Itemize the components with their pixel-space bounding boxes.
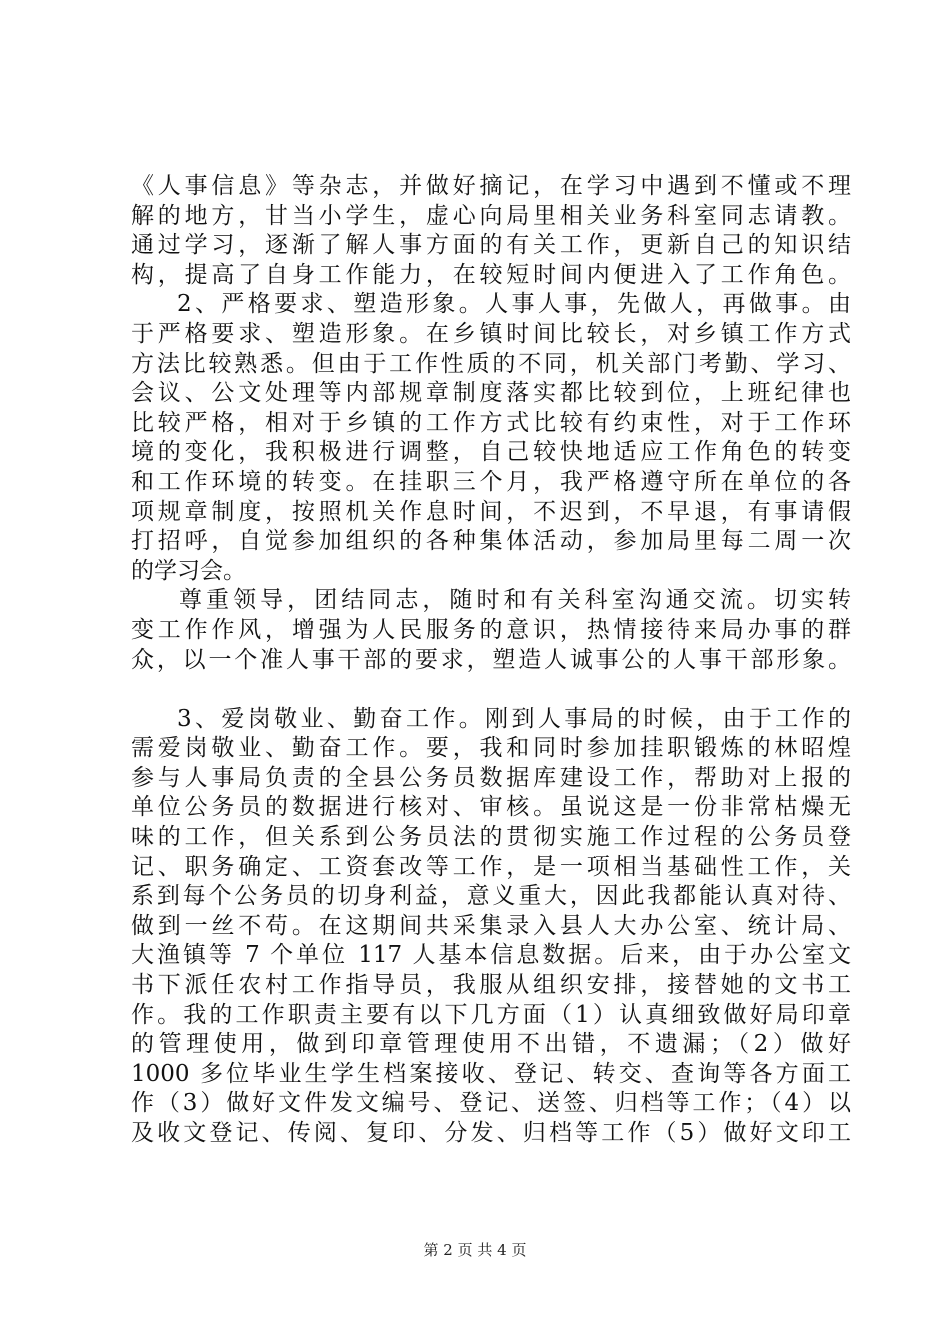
text-line: 2、严格要求、塑造形象。人事人事，先做人，再做事。由 [177, 291, 851, 318]
text-line: 味的工作，但关系到公务员法的贯彻实施工作过程的公务员登 [131, 824, 851, 851]
text-line: 大渔镇等 7 个单位 117 人基本信息数据。后来，由于办公室文 [131, 942, 851, 969]
text-line: 会议、公文处理等内部规章制度落实都比较到位，上班纪律也 [131, 380, 851, 407]
paragraph-1 [131, 172, 851, 290]
text-line: 单位公务员的数据进行核对、审核。虽说这是一份非常枯燥无 [131, 794, 851, 821]
text-line: 打招呼，自觉参加组织的各种集体活动，参加局里每二周一次 [131, 528, 851, 555]
text-line: 1000 多位毕业生学生档案接收、登记、转交、查询等各方面工 [131, 1060, 851, 1087]
blank-line [131, 675, 851, 705]
text-line: 需爱岗敬业、勤奋工作。要，我和同时参加挂职锻炼的林昭煌 [131, 735, 851, 762]
text-line: 记、职务确定、工资套改等工作，是一项相当基础性工作，关 [131, 853, 851, 880]
text-line: 方法比较熟悉。但由于工作性质的不同，机关部门考勤、学习、 [131, 350, 851, 377]
text-line: 系到每个公务员的切身利益，意义重大，因此我都能认真对待、 [131, 883, 851, 910]
text-line: 境的变化，我积极进行调整，自己较快地适应工作角色的转变 [131, 439, 851, 466]
text-line: 通过学习，逐渐了解人事方面的有关工作，更新自己的知识结 [131, 232, 851, 259]
paragraph-2 [131, 290, 851, 586]
text-line: 比较严格，相对于乡镇的工作方式比较有约束性，对于工作环 [131, 409, 851, 436]
text-line: 的学习会。 [131, 557, 246, 584]
text-line: 于严格要求、塑造形象。在乡镇时间比较长，对乡镇工作方式 [131, 320, 851, 347]
text-line: 解的地方，甘当小学生，虚心向局里相关业务科室同志请教。 [131, 202, 851, 229]
page-number-footer: 第 2 页 共 4 页 [423, 1241, 527, 1259]
text-line: 众，以一个准人事干部的要求，塑造人诚事公的人事干部形象。 [131, 646, 851, 673]
text-line: 构，提高了自身工作能力，在较短时间内便进入了工作角色。 [131, 261, 851, 288]
text-line: 的管理使用，做到印章管理使用不出错，不遗漏；（2）做好 [131, 1031, 851, 1058]
document-body [131, 172, 851, 1149]
text-line: 及收文登记、传阅、复印、分发、归档等工作（5）做好文印工 [131, 1120, 851, 1146]
paragraph-3 [131, 586, 851, 675]
text-line: 项规章制度，按照机关作息时间，不迟到，不早退，有事请假 [131, 498, 851, 525]
text-line: 作（3）做好文件发文编号、登记、送签、归档等工作；（4）以 [131, 1090, 851, 1117]
text-line: 书下派任农村工作指导员，我服从组织安排，接替她的文书工 [131, 972, 851, 999]
text-line: 变工作作风，增强为人民服务的意识，热情接待来局办事的群 [131, 616, 851, 643]
text-line: 作。我的工作职责主要有以下几方面（1）认真细致做好局印章 [131, 1001, 851, 1028]
paragraph-4 [131, 705, 851, 1149]
text-line: 参与人事局负责的全县公务员数据库建设工作，帮助对上报的 [131, 764, 851, 791]
text-line: 和工作环境的转变。在挂职三个月，我严格遵守所在单位的各 [131, 468, 851, 495]
text-line: 做到一丝不苟。在这期间共采集录入县人大办公室、统计局、 [131, 912, 851, 939]
text-line: 3、爱岗敬业、勤奋工作。刚到人事局的时候，由于工作的 [177, 705, 851, 732]
text-line: 尊重领导，团结同志，随时和有关科室沟通交流。切实转 [179, 587, 851, 614]
text-line: 《人事信息》等杂志，并做好摘记，在学习中遇到不懂或不理 [131, 173, 851, 199]
